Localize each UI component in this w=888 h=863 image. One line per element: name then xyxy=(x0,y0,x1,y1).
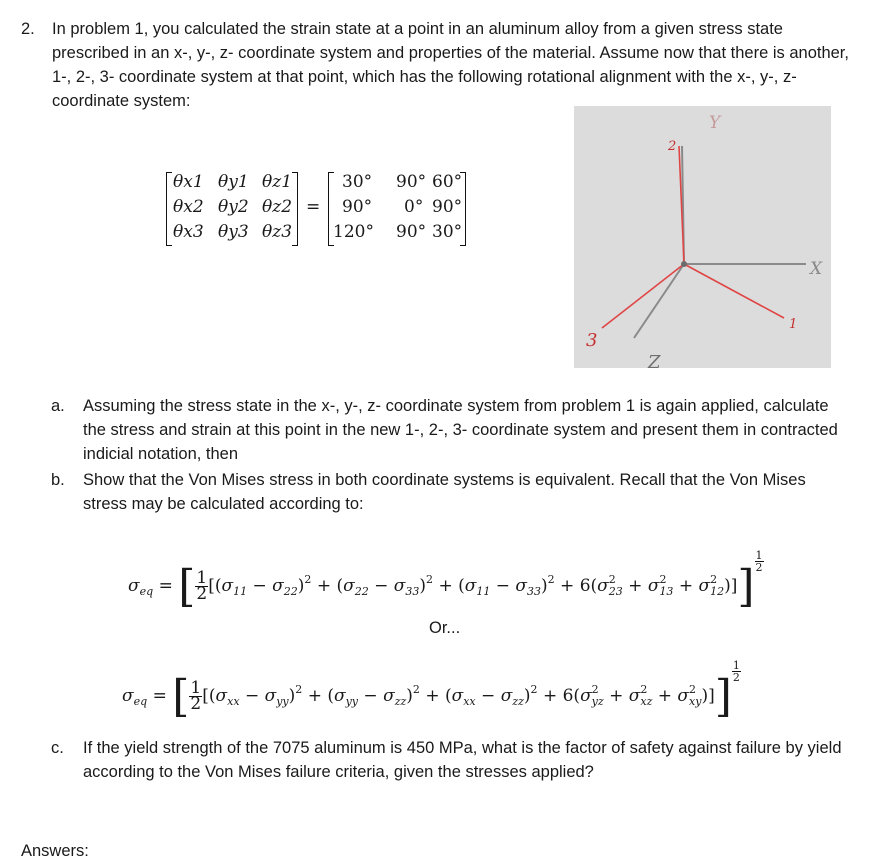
axis-3-line xyxy=(602,264,684,328)
label-y: Y xyxy=(709,113,721,133)
origin-point xyxy=(681,261,687,267)
label-z: Z xyxy=(648,352,661,368)
axes-drawing xyxy=(574,106,831,368)
lhs-cell: θy3 xyxy=(218,222,249,242)
label-3: 3 xyxy=(586,330,598,351)
lhs-cell: θx2 xyxy=(173,197,204,217)
lhs-right-bracket xyxy=(292,172,298,246)
label-x: X xyxy=(810,259,823,279)
z-axis-line xyxy=(634,264,684,338)
rhs-cell: 90° xyxy=(396,222,427,242)
label-2: 2 xyxy=(668,139,677,154)
lhs-cell: θz3 xyxy=(262,222,293,242)
rhs-cell: 60° xyxy=(432,172,463,192)
lhs-cell: θx3 xyxy=(173,222,204,242)
problem-number: 2. xyxy=(21,20,35,38)
coordinate-system-sketch xyxy=(574,106,831,368)
part-c-text: If the yield strength of the 7075 aluminum is 450 MPa, what is the factor of safety against failure by yield according to the Von Mises failure criteria, given the stresses applied? xyxy=(83,739,842,781)
rhs-cell: 90° xyxy=(396,172,427,192)
rhs-cell: 30° xyxy=(342,172,373,192)
part-a-text: Assuming the stress state in the x-, y-, z- coordinate system from problem 1 is again applied, calculate the stress and strain at this point in the new 1-, 2-, 3- coordinate system and present them in contracted indicial notation, then xyxy=(83,397,838,463)
rhs-cell: 90° xyxy=(342,197,373,217)
part-b-text: Show that the Von Mises stress in both coordinate systems is equivalent. Recall that the Von Mises stress may be calculated according to: xyxy=(83,471,806,513)
part-a-label: a. xyxy=(51,397,65,415)
part-b-label: b. xyxy=(51,471,65,489)
lhs-cell: θz1 xyxy=(262,172,293,192)
or-separator: Or... xyxy=(429,619,461,637)
rhs-cell: 120° xyxy=(333,222,374,242)
answers-label: Answers: xyxy=(21,842,89,860)
label-1: 1 xyxy=(789,317,798,332)
axis-1-line xyxy=(684,264,784,318)
lhs-cell: θx1 xyxy=(173,172,204,192)
rhs-cell: 0° xyxy=(404,197,424,217)
equals-sign: = xyxy=(306,197,321,217)
problem-intro: In problem 1, you calculated the strain state at a point in an aluminum alloy from a given stress state prescribed in an x-, y-, z- coordinate system and properties of the material. Assume now that there is another, 1-, 2-, 3- coordinate system at that point, which has the following rotational alignment with the x-, y-, z- coordinate system: xyxy=(52,20,849,110)
rhs-cell: 90° xyxy=(432,197,463,217)
lhs-cell: θz2 xyxy=(262,197,293,217)
lhs-left-bracket xyxy=(166,172,172,246)
part-c-label: c. xyxy=(51,739,64,757)
von-mises-formula-xyz: $\sigma_{eq}$ = [ $\frac{1}{2}$ $[(\sigma_{xx} - \sigma_{yy})^2 + (\sigma_{yy} - \sigma_{zz})^2 + (\sigma_{xx} - \sigma_{zz})^2 + 6(\sigma^2_{yz} + \sigma^2_{xz} + \sigma^2_{xy})]$] $\frac{1}{2}$ xyxy=(122,659,740,722)
lhs-cell: θy2 xyxy=(218,197,249,217)
lhs-cell: θy1 xyxy=(218,172,249,192)
rhs-cell: 30° xyxy=(432,222,463,242)
von-mises-formula-indicial: $\sigma_{eq}$ = [ $\frac{1}{2}$ $[(\sigma_{11} - \sigma_{22})^2 + (\sigma_{22} - \sigma_{33})^2 + (\sigma_{11} - \sigma_{33})^2 + 6(\sigma^2_{23} + \sigma^2_{13} + \sigma^2_{12})]$] $\frac{1}{2}$ xyxy=(128,549,763,612)
